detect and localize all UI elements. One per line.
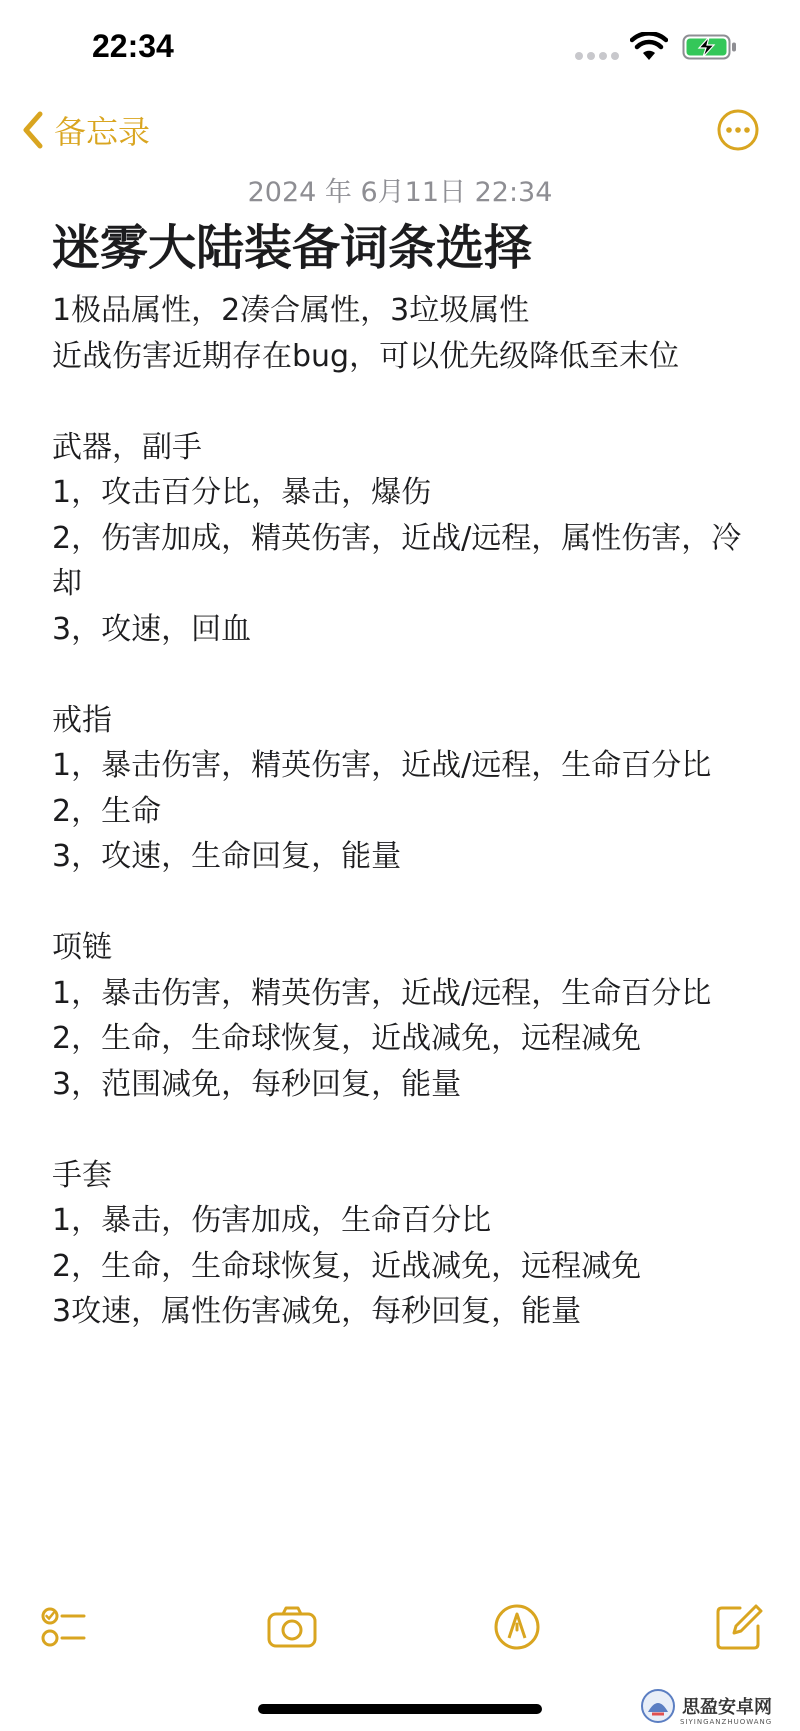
compose-icon: [712, 1600, 766, 1654]
back-label: 备忘录: [54, 113, 151, 151]
note-date: 2024 年 6月11日 22:34: [247, 177, 553, 208]
wifi-icon: [630, 32, 668, 62]
note-line: 3，攻速，生命回复，能量: [52, 839, 402, 874]
battery-charging-icon: [682, 34, 738, 60]
note-line: 3，攻速，回血: [52, 611, 252, 647]
note-line: 戒指: [52, 702, 112, 738]
note-line: 手套: [52, 1157, 112, 1193]
note-line: 项链: [52, 930, 112, 965]
note-body[interactable]: [52, 288, 752, 1335]
note-line: [52, 880, 752, 926]
note-line: 2，伤害加成，精英伤害，近战/远程，属性伤害，冷却: [52, 520, 742, 601]
note-line: 1，暴击，伤害加成，生命百分比: [52, 1203, 492, 1238]
markup-pen-icon: [490, 1600, 544, 1654]
note-line: 2，生命，生命球恢复，近战减免，远程减免: [52, 1021, 642, 1056]
note-line: 1极品属性，2凑合属性，3垃圾属性: [52, 293, 530, 328]
note-line: 1，暴击伤害，精英伤害，近战/远程，生命百分比: [52, 975, 712, 1011]
checklist-icon: [36, 1600, 90, 1654]
note-line: [52, 1107, 752, 1153]
camera-button[interactable]: [265, 1600, 319, 1654]
markup-button[interactable]: [490, 1600, 544, 1654]
camera-icon: [265, 1600, 319, 1654]
nav-bar: [0, 100, 800, 160]
compose-button[interactable]: [712, 1600, 766, 1654]
note-line: 近战伤害近期存在bug，可以优先级降低至末位: [52, 338, 680, 374]
note-line: [52, 379, 752, 425]
note-line: 2，生命，生命球恢复，近战减免，远程减免: [52, 1248, 642, 1284]
watermark-subtext: SIYINGANZHUOWANG: [680, 1718, 773, 1726]
note-line: 武器，副手: [52, 429, 202, 465]
note-title[interactable]: 迷雾大陆装备词条选择: [52, 220, 533, 276]
home-indicator[interactable]: [258, 1704, 542, 1714]
note-line: 1，攻击百分比，暴击，爆伤: [52, 475, 432, 510]
note-line: [52, 652, 752, 698]
bottom-toolbar: [0, 1600, 800, 1660]
status-bar: [0, 0, 800, 96]
watermark-logo-icon: [640, 1688, 676, 1724]
note-line: 2，生命: [52, 793, 162, 829]
note-line: 3，范围减免，每秒回复，能量: [52, 1066, 462, 1102]
watermark-text: 思盈安卓网: [682, 1697, 772, 1718]
chevron-left-icon: [22, 111, 44, 149]
back-button[interactable]: [22, 106, 150, 154]
note-line: 3攻速，属性伤害减免，每秒回复，能量: [52, 1294, 582, 1329]
cellular-signal-icon: [575, 52, 619, 60]
ellipsis-circle-icon[interactable]: [716, 108, 760, 152]
checklist-button[interactable]: [36, 1600, 90, 1654]
note-line: 1，暴击伤害，精英伤害，近战/远程，生命百分比: [52, 748, 712, 783]
status-time: 22:34: [92, 28, 174, 64]
